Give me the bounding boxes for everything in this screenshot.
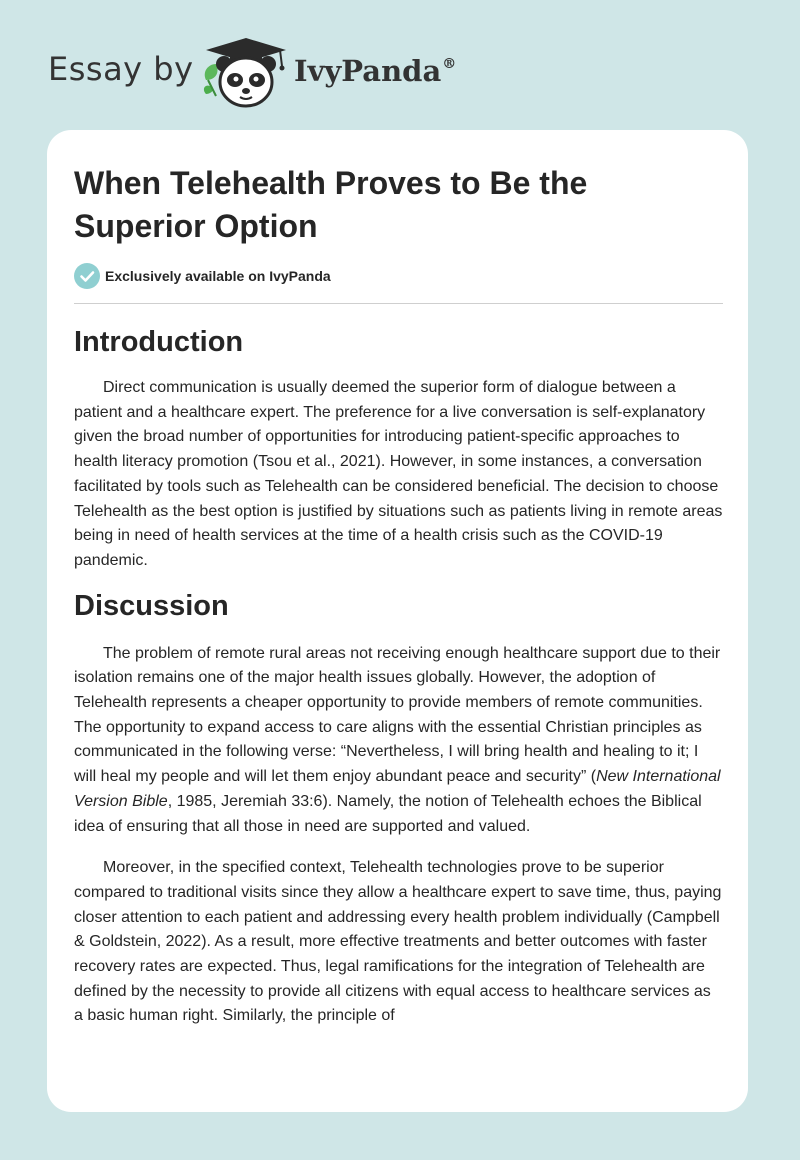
paragraph-discussion-1-part-a: The problem of remote rural areas not receiving enough healthcare support due to their isolation remains one of the major health issues globally. However, the adoption of Telehealth represents a cheaper opportunity to provide members of remote communities. The opportunity to expand access to care aligns with the essential Christian principles as communicated in the following verse: “Nevertheless, I will bring health and healing to it; I will heal my people and will let them enjoy abundant peace and security” (: [74, 644, 721, 786]
site-header: [0, 0, 800, 130]
paragraph-discussion-1-part-b: , 1985, Jeremiah 33:6). Namely, the notion of Telehealth echoes the Biblical idea of ensuring that all those in need are supported and valued.: [74, 792, 702, 835]
essay-card: [47, 130, 748, 1112]
registered-mark: ®: [442, 56, 457, 72]
checkmark-icon: [74, 263, 100, 289]
section-heading-introduction: Introduction: [74, 326, 244, 358]
essay-body: [74, 322, 723, 1029]
essay-title: When Telehealth Proves to Be the Superior Option: [74, 165, 588, 244]
section-heading-discussion: Discussion: [74, 589, 229, 622]
brand-name[interactable]: [294, 54, 456, 88]
exclusive-badge-label: Exclusively available on IvyPanda: [105, 268, 331, 284]
panda-logo-icon[interactable]: [200, 34, 292, 110]
bible-citation-title: New International Version Bible: [74, 768, 721, 810]
title-divider: [74, 303, 723, 304]
paragraph-discussion-2: Moreover, in the specified context, Telehealth technologies prove to be superior compared to traditional visits since they allow a healthcare expert to save time, thus, paying closer attention to each patient and addressing every health problem individually (Campbell & Goldstein, 2022). As a result, more effective treatments and better outcomes with faster recovery rates are expected. Thus, legal ramifications for the integration of Telehealth are defined by the necessity to provide all citizens with equal access to healthcare services as a basic human right. Similarly, the principle of: [74, 859, 722, 1025]
exclusive-badge: [74, 263, 331, 289]
paragraph-discussion-1: [74, 642, 723, 840]
paragraph-introduction-1: Direct communication is usually deemed the superior form of dialogue between a patient and a healthcare expert. The preference for a live conversation is self-explanatory given the broad number of opportunities for introducing patient-specific approaches to health literacy promotion (Tsou et al., 2021). However, in some instances, a conversation facilitated by tools such as Telehealth can be considered beneficial. The decision to choose Telehealth as the best option is justified by situations such as patients living in remote areas being in need of health services at the time of a health crisis such as the COVID-19 pandemic.: [74, 379, 723, 569]
brand-label: IvyPanda: [294, 54, 442, 88]
essay-by-label: Essay by: [48, 50, 194, 88]
